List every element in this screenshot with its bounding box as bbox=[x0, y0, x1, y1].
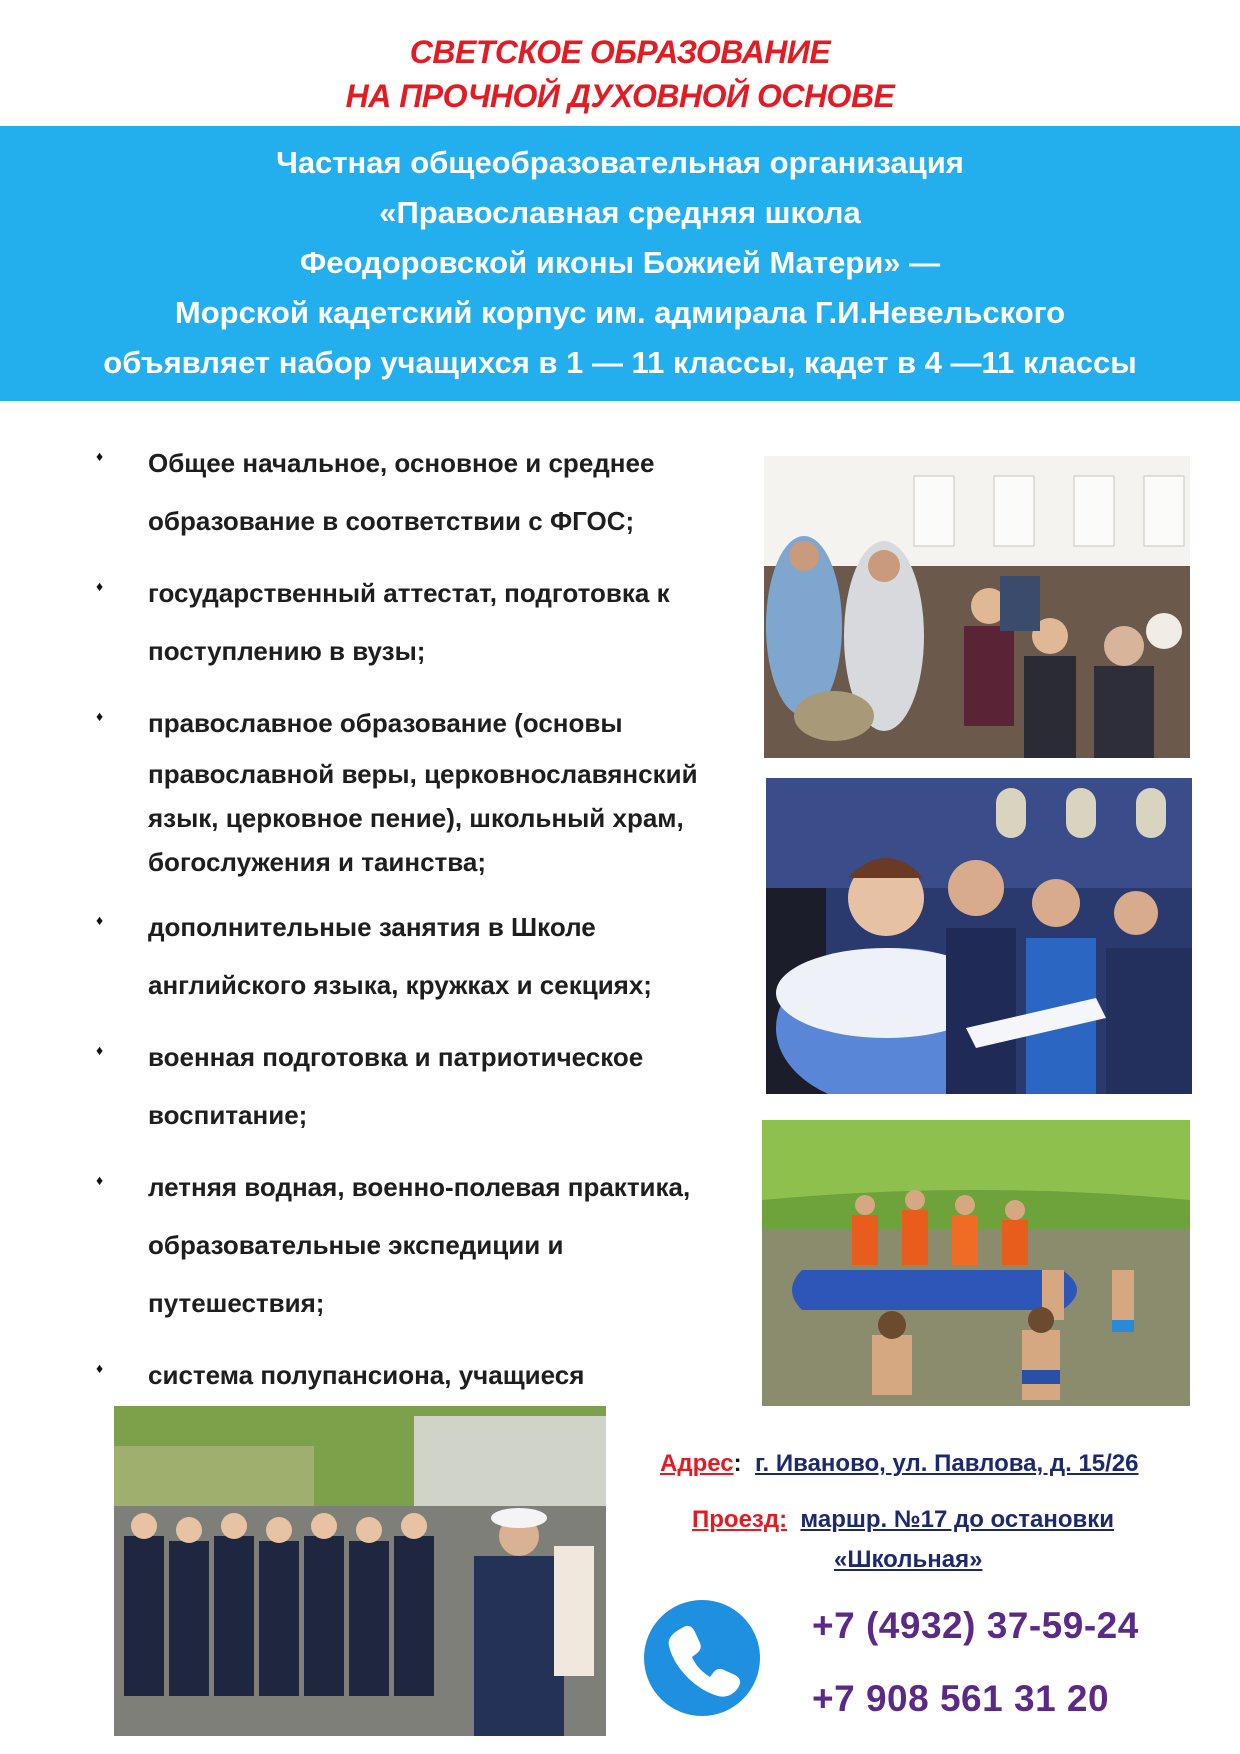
phone-icon bbox=[644, 1600, 760, 1716]
feature-item bbox=[92, 564, 732, 680]
bullet-diamond-icon: ♦ bbox=[96, 1360, 104, 1376]
feature-line: православной веры, церковнославянский bbox=[148, 759, 698, 789]
feature-item bbox=[92, 898, 732, 1014]
feature-line: православное образование (основы bbox=[148, 708, 623, 738]
slogan bbox=[0, 30, 1240, 118]
feature-line: богослужения и таинства; bbox=[148, 847, 487, 877]
feature-line: английского языка, кружках и секциях; bbox=[148, 970, 652, 1000]
bullet-diamond-icon: ♦ bbox=[96, 912, 104, 928]
feature-item bbox=[92, 1158, 732, 1332]
photo-cadets-formation bbox=[114, 1406, 606, 1736]
banner-line-1: Частная общеобразовательная организация bbox=[276, 145, 964, 180]
feature-line: язык, церковное пение), школьный храм, bbox=[148, 803, 684, 833]
banner-line-3: Феодоровской иконы Божией Матери» — bbox=[299, 245, 941, 280]
feature-line: система полупансиона, учащиеся bbox=[148, 1360, 585, 1390]
route-value-line-2: «Школьная» bbox=[834, 1546, 983, 1573]
banner-line-4: Морской кадетский корпус им. адмирала Г.И.Невельского bbox=[174, 295, 1066, 330]
route-value-line-1: маршр. №17 до остановки bbox=[800, 1506, 1115, 1533]
feature-line: образовательные экспедиции и bbox=[148, 1230, 564, 1260]
feature-line: дополнительные занятия в Школе bbox=[148, 912, 596, 942]
feature-line: военная подготовка и патриотическое bbox=[148, 1042, 644, 1072]
photo-cadet-ball bbox=[766, 778, 1192, 1094]
feature-item bbox=[92, 1028, 732, 1144]
photo-church-service bbox=[764, 456, 1190, 758]
address-colon: : bbox=[733, 1450, 742, 1477]
bullet-diamond-icon: ♦ bbox=[96, 448, 104, 464]
feature-item bbox=[92, 434, 732, 550]
feature-line: Общее начальное, основное и среднее bbox=[148, 448, 655, 478]
bullet-diamond-icon: ♦ bbox=[96, 708, 104, 724]
feature-line: государственный аттестат, подготовка к bbox=[148, 578, 670, 608]
address-row bbox=[660, 1450, 1139, 1478]
address-label: Адрес bbox=[660, 1450, 734, 1477]
feature-item bbox=[92, 694, 732, 884]
slogan-line-1: СВЕТСКОЕ ОБРАЗОВАНИЕ bbox=[409, 34, 831, 70]
route-row-2 bbox=[834, 1546, 982, 1574]
phone-number-1[interactable]: +7 (4932) 37-59-24 bbox=[812, 1605, 1139, 1646]
bullet-diamond-icon: ♦ bbox=[96, 1042, 104, 1058]
announcement-banner bbox=[0, 126, 1240, 401]
phone-number-2[interactable]: +7 908 561 31 20 bbox=[812, 1678, 1110, 1719]
bullet-diamond-icon: ♦ bbox=[96, 1172, 104, 1188]
route-row bbox=[692, 1506, 1114, 1534]
address-value: г. Иваново, ул. Павлова, д. 15/26 bbox=[754, 1450, 1139, 1477]
feature-line: воспитание; bbox=[148, 1100, 308, 1130]
bullet-diamond-icon: ♦ bbox=[96, 578, 104, 594]
slogan-line-2: НА ПРОЧНОЙ ДУХОВНОЙ ОСНОВЕ bbox=[345, 78, 895, 114]
route-label: Проезд: bbox=[692, 1506, 788, 1533]
banner-line-5: объявляет набор учащихся в 1 — 11 классы, кадет в 4 —11 классы bbox=[103, 345, 1137, 380]
feature-line: образование в соответствии с ФГОС; bbox=[148, 506, 635, 536]
banner-line-2: «Православная средняя школа bbox=[379, 195, 861, 230]
feature-line: поступлению в вузы; bbox=[148, 636, 426, 666]
photo-river-rafting bbox=[762, 1120, 1190, 1406]
features-list bbox=[92, 434, 732, 1476]
feature-line: летняя водная, военно-полевая практика, bbox=[148, 1172, 691, 1202]
feature-line: путешествия; bbox=[148, 1288, 325, 1318]
